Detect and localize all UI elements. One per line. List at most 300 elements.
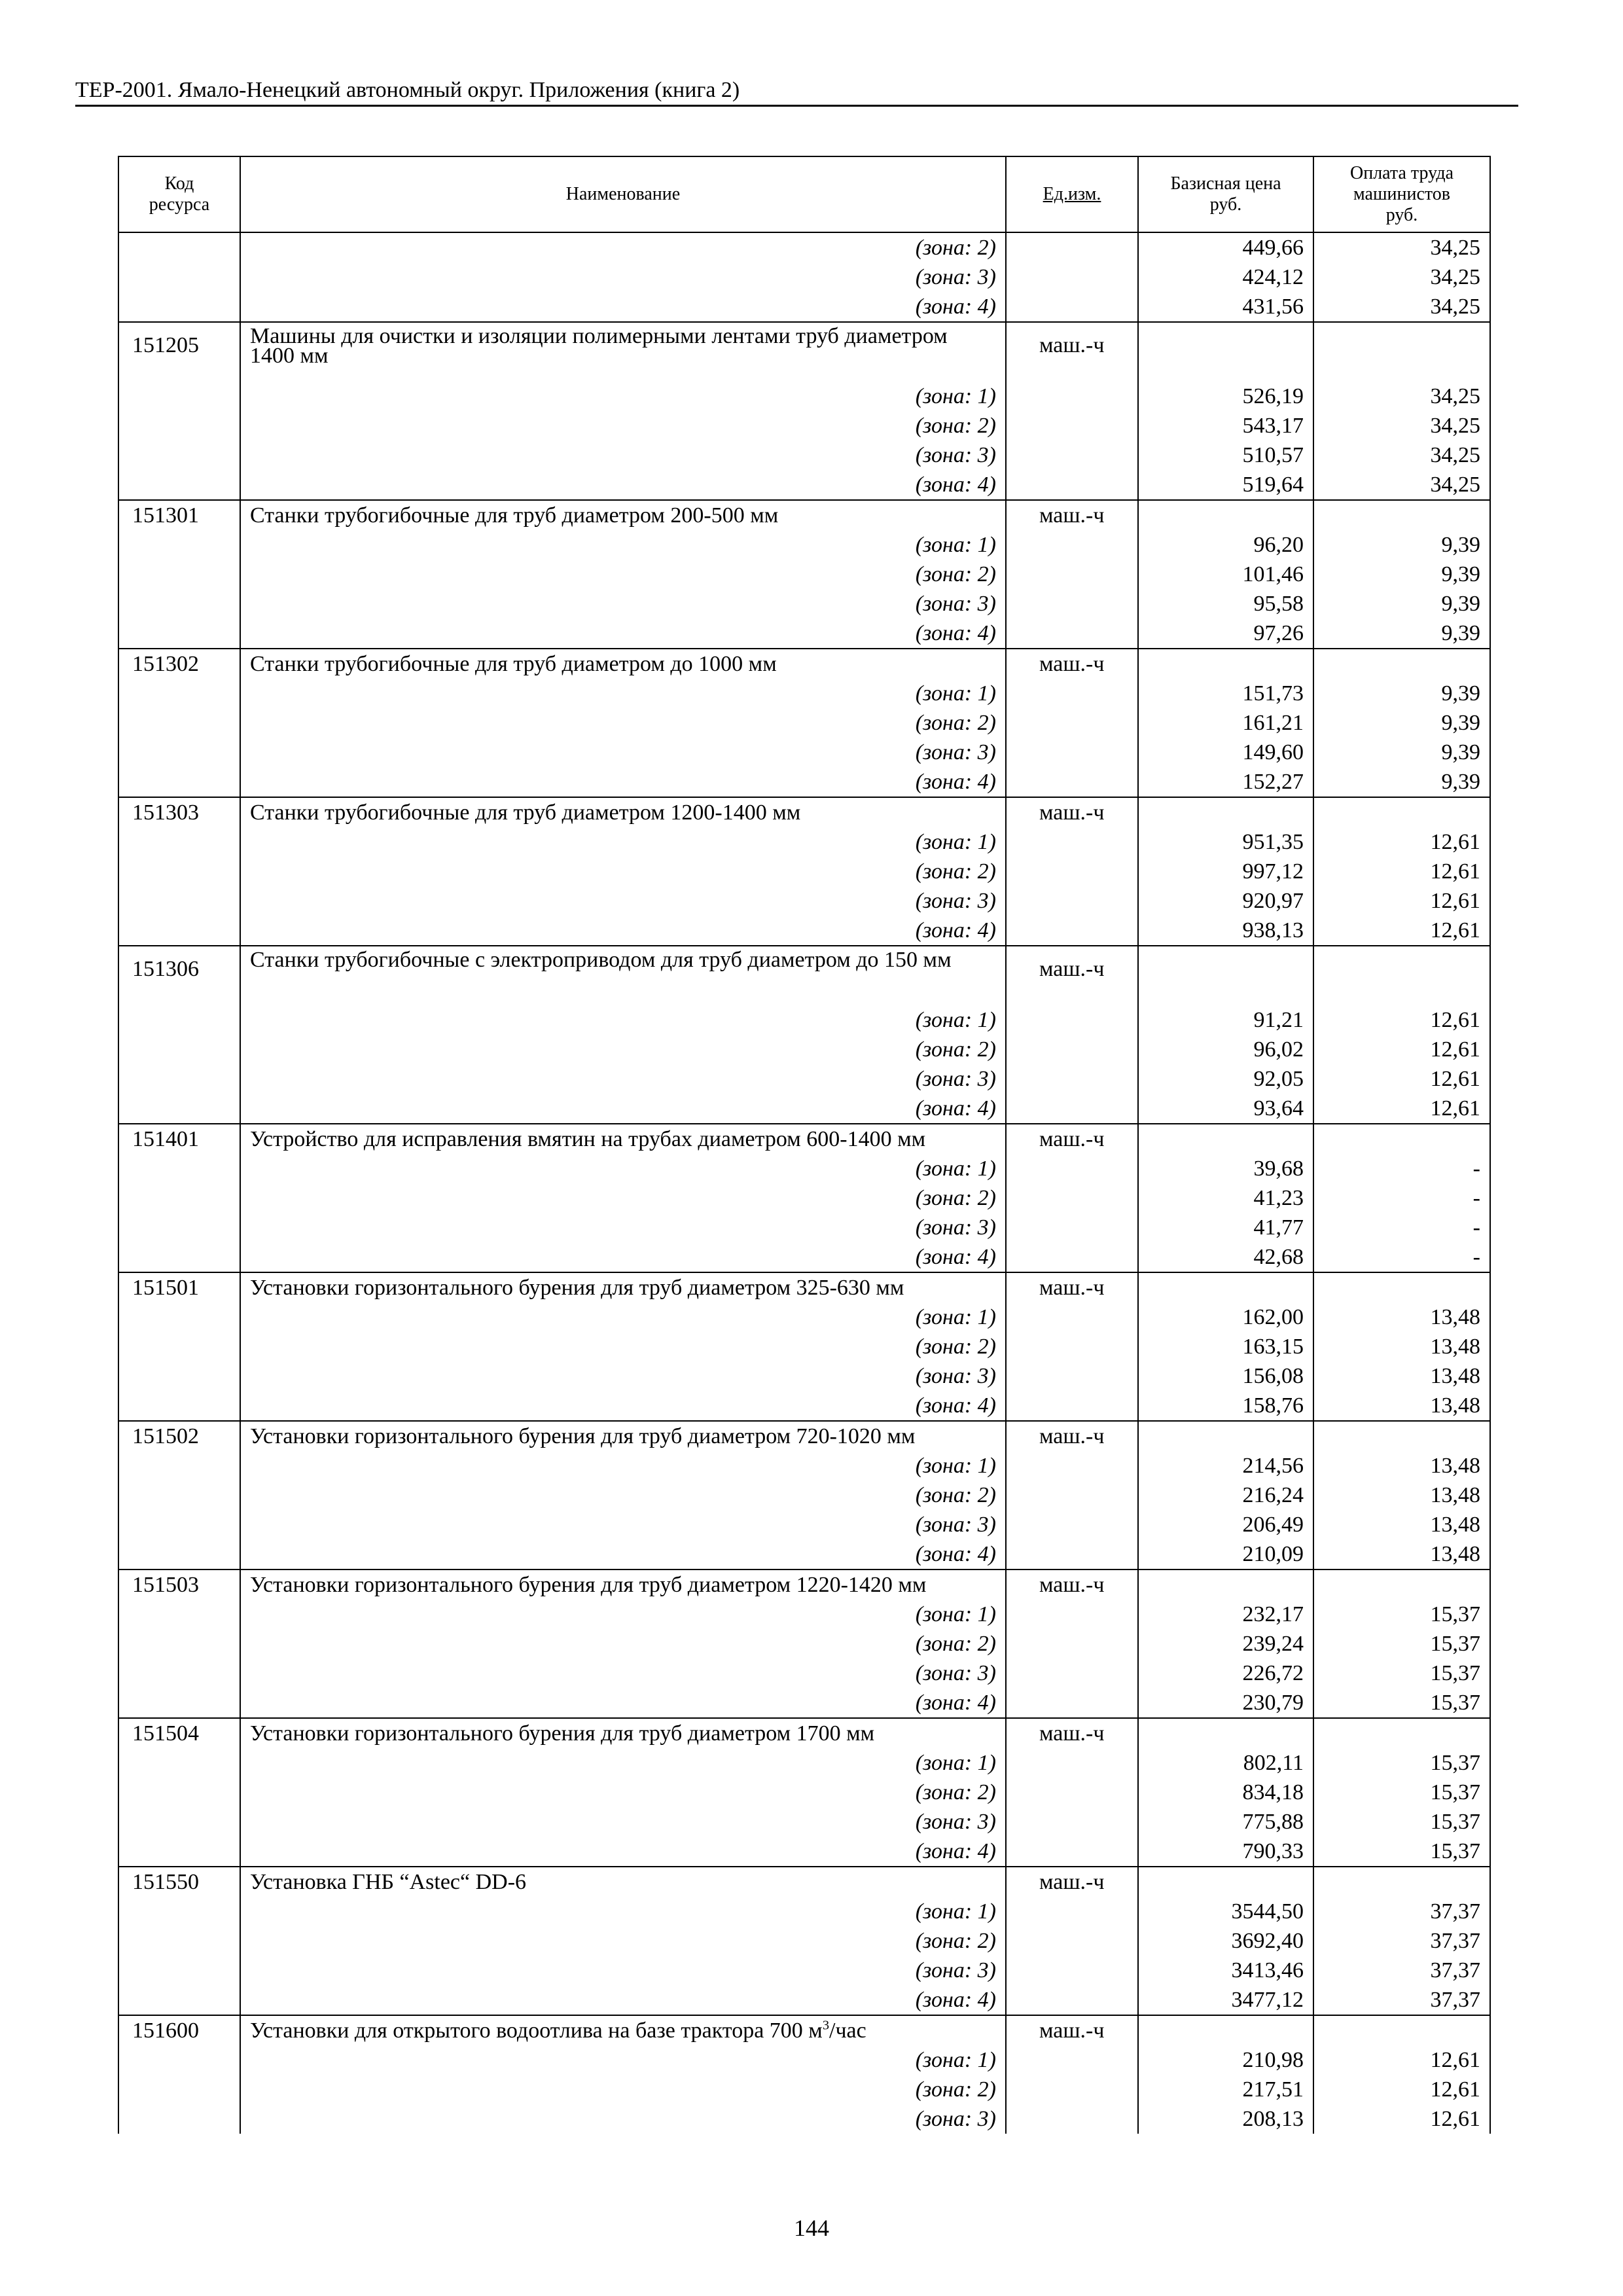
zone-row	[118, 470, 1490, 500]
pay-cell: 9,39	[1313, 679, 1490, 708]
zone-row	[118, 827, 1490, 857]
resource-code	[118, 1064, 240, 1094]
zone-row	[118, 1183, 1490, 1213]
resource-unit	[1006, 1064, 1138, 1094]
resource-unit	[1006, 232, 1138, 262]
price-cell: 39,68	[1138, 1154, 1313, 1183]
price-cell: 158,76	[1138, 1391, 1313, 1421]
price-cell: 790,33	[1138, 1837, 1313, 1867]
zone-label: (зона: 3)	[240, 1807, 1006, 1837]
price-cell: 95,58	[1138, 589, 1313, 619]
price-cell: 156,08	[1138, 1361, 1313, 1391]
zone-label: (зона: 4)	[240, 1688, 1006, 1718]
zone-label: (зона: 2)	[240, 1332, 1006, 1361]
pay-cell: 9,39	[1313, 738, 1490, 767]
resource-code	[118, 708, 240, 738]
price-cell: 997,12	[1138, 857, 1313, 886]
resource-unit	[1006, 530, 1138, 560]
zone-row	[118, 1688, 1490, 1718]
resource-name: Станки трубогибочные для труб диаметром 1200-1400 мм	[240, 797, 1006, 827]
resource-unit	[1006, 1361, 1138, 1391]
zone-label: (зона: 4)	[240, 1985, 1006, 2015]
resource-unit	[1006, 827, 1138, 857]
price-cell: 526,19	[1138, 382, 1313, 411]
price-cell: 162,00	[1138, 1302, 1313, 1332]
zone-label: (зона: 1)	[240, 1748, 1006, 1778]
resource-row	[118, 500, 1490, 530]
zone-row	[118, 1242, 1490, 1272]
pay-cell: 37,37	[1313, 1897, 1490, 1926]
resource-code: 151501	[118, 1272, 240, 1302]
resource-unit	[1006, 262, 1138, 292]
resource-code	[118, 1600, 240, 1629]
resource-unit	[1006, 411, 1138, 440]
pay-cell: -	[1313, 1183, 1490, 1213]
price-cell: 951,35	[1138, 827, 1313, 857]
resource-unit	[1006, 1539, 1138, 1570]
zone-row	[118, 1629, 1490, 1659]
zone-row	[118, 1778, 1490, 1807]
zone-row	[118, 1837, 1490, 1867]
price-cell: 3477,12	[1138, 1985, 1313, 2015]
price-cell	[1138, 500, 1313, 530]
zone-row	[118, 440, 1490, 470]
zone-row	[118, 619, 1490, 649]
resource-code: 151502	[118, 1421, 240, 1451]
price-cell: 152,27	[1138, 767, 1313, 797]
resource-code	[118, 1361, 240, 1391]
zone-row	[118, 560, 1490, 589]
zone-label: (зона: 2)	[240, 708, 1006, 738]
pay-cell: 15,37	[1313, 1688, 1490, 1718]
resource-row	[118, 1570, 1490, 1600]
resource-unit	[1006, 1332, 1138, 1361]
price-cell: 920,97	[1138, 886, 1313, 916]
zone-label: (зона: 3)	[240, 1510, 1006, 1539]
zone-label: (зона: 4)	[240, 767, 1006, 797]
resource-unit: маш.-ч	[1006, 2015, 1138, 2045]
resource-row	[118, 322, 1490, 382]
resource-code: 151550	[118, 1867, 240, 1897]
page-number: 144	[794, 2215, 829, 2241]
resource-code	[118, 1332, 240, 1361]
zone-row	[118, 916, 1490, 946]
resource-unit	[1006, 1005, 1138, 1035]
price-cell: 230,79	[1138, 1688, 1313, 1718]
zone-row	[118, 1510, 1490, 1539]
price-cell: 3413,46	[1138, 1956, 1313, 1985]
resource-unit	[1006, 857, 1138, 886]
resource-unit	[1006, 1926, 1138, 1956]
zone-row	[118, 2075, 1490, 2104]
price-cell: 226,72	[1138, 1659, 1313, 1688]
resource-unit	[1006, 619, 1138, 649]
zone-label: (зона: 2)	[240, 1629, 1006, 1659]
resource-code: 151600	[118, 2015, 240, 2045]
resource-unit	[1006, 292, 1138, 322]
zone-row	[118, 1985, 1490, 2015]
zone-label: (зона: 3)	[240, 2104, 1006, 2134]
zone-row	[118, 1391, 1490, 1421]
resource-unit	[1006, 1035, 1138, 1064]
resource-unit	[1006, 470, 1138, 500]
resource-unit	[1006, 1600, 1138, 1629]
pay-cell: 12,61	[1313, 2045, 1490, 2075]
zone-row	[118, 738, 1490, 767]
resource-code: 151303	[118, 797, 240, 827]
zone-label: (зона: 1)	[240, 1897, 1006, 1926]
pay-cell: 34,25	[1313, 382, 1490, 411]
resource-code	[118, 1302, 240, 1332]
zone-label: (зона: 2)	[240, 1778, 1006, 1807]
resource-code	[118, 619, 240, 649]
resource-code: 151401	[118, 1124, 240, 1154]
pay-cell: 12,61	[1313, 916, 1490, 946]
zone-row	[118, 1154, 1490, 1183]
resource-code	[118, 1688, 240, 1718]
resource-code	[118, 589, 240, 619]
price-cell: 210,09	[1138, 1539, 1313, 1570]
price-cell: 424,12	[1138, 262, 1313, 292]
price-cell	[1138, 1570, 1313, 1600]
resource-code	[118, 530, 240, 560]
zone-row	[118, 1302, 1490, 1332]
resource-unit	[1006, 1688, 1138, 1718]
resource-name: Устройство для исправления вмятин на трубах диаметром 600-1400 мм	[240, 1124, 1006, 1154]
resource-name: Установки горизонтального бурения для труб диаметром 325-630 мм	[240, 1272, 1006, 1302]
resource-unit	[1006, 1242, 1138, 1272]
resource-price-table	[118, 156, 1491, 2134]
column-header-name: Наименование	[240, 156, 1006, 232]
pay-cell	[1313, 1124, 1490, 1154]
pay-cell: 13,48	[1313, 1332, 1490, 1361]
resource-code	[118, 1837, 240, 1867]
resource-code	[118, 1897, 240, 1926]
resource-unit	[1006, 2045, 1138, 2075]
pay-cell: 34,25	[1313, 440, 1490, 470]
zone-row	[118, 2104, 1490, 2134]
price-cell: 232,17	[1138, 1600, 1313, 1629]
resource-code: 151302	[118, 649, 240, 679]
price-cell	[1138, 1718, 1313, 1748]
resource-unit	[1006, 1094, 1138, 1124]
resource-unit	[1006, 1748, 1138, 1778]
column-header-price: Базисная цена руб.	[1138, 156, 1313, 232]
resource-unit	[1006, 2104, 1138, 2134]
resource-unit	[1006, 1629, 1138, 1659]
price-cell: 431,56	[1138, 292, 1313, 322]
zone-label: (зона: 1)	[240, 1451, 1006, 1480]
resource-code	[118, 440, 240, 470]
pay-cell: -	[1313, 1154, 1490, 1183]
resource-unit	[1006, 560, 1138, 589]
zone-label: (зона: 3)	[240, 886, 1006, 916]
zone-row	[118, 292, 1490, 322]
resource-code	[118, 2104, 240, 2134]
pay-cell	[1313, 2015, 1490, 2045]
pay-cell: 13,48	[1313, 1510, 1490, 1539]
resource-unit: маш.-ч	[1006, 1867, 1138, 1897]
zone-row	[118, 1807, 1490, 1837]
resource-code	[118, 1539, 240, 1570]
pay-cell: 12,61	[1313, 857, 1490, 886]
zone-row	[118, 1361, 1490, 1391]
resource-unit: маш.-ч	[1006, 322, 1138, 382]
pay-cell: 15,37	[1313, 1778, 1490, 1807]
resource-unit: маш.-ч	[1006, 1124, 1138, 1154]
zone-row	[118, 232, 1490, 262]
price-cell: 216,24	[1138, 1480, 1313, 1510]
price-cell	[1138, 1421, 1313, 1451]
zone-row	[118, 262, 1490, 292]
zone-label: (зона: 3)	[240, 440, 1006, 470]
table-body	[118, 232, 1490, 2134]
resource-unit: маш.-ч	[1006, 1421, 1138, 1451]
pay-cell: 9,39	[1313, 619, 1490, 649]
resource-code	[118, 1659, 240, 1688]
column-header-pay: Оплата труда машинистов руб.	[1313, 156, 1490, 232]
pay-cell: 15,37	[1313, 1659, 1490, 1688]
zone-label: (зона: 2)	[240, 232, 1006, 262]
resource-name: Установки горизонтального бурения для труб диаметром 720-1020 мм	[240, 1421, 1006, 1451]
resource-code	[118, 767, 240, 797]
pay-cell: 37,37	[1313, 1985, 1490, 2015]
price-cell: 96,02	[1138, 1035, 1313, 1064]
pay-cell	[1313, 797, 1490, 827]
pay-cell	[1313, 1867, 1490, 1897]
pay-cell: 12,61	[1313, 2075, 1490, 2104]
resource-unit	[1006, 1451, 1138, 1480]
price-cell: 449,66	[1138, 232, 1313, 262]
pay-cell: 37,37	[1313, 1926, 1490, 1956]
zone-row	[118, 1094, 1490, 1124]
price-cell: 208,13	[1138, 2104, 1313, 2134]
zone-label: (зона: 4)	[240, 292, 1006, 322]
zone-row	[118, 1451, 1490, 1480]
pay-cell: 9,39	[1313, 589, 1490, 619]
pay-cell	[1313, 1272, 1490, 1302]
resource-unit	[1006, 1807, 1138, 1837]
pay-cell	[1313, 1570, 1490, 1600]
resource-unit: маш.-ч	[1006, 797, 1138, 827]
resource-code	[118, 1035, 240, 1064]
price-cell: 42,68	[1138, 1242, 1313, 1272]
zone-label: (зона: 3)	[240, 262, 1006, 292]
zone-row	[118, 411, 1490, 440]
pay-cell: 34,25	[1313, 470, 1490, 500]
resource-code	[118, 1154, 240, 1183]
pay-cell: 13,48	[1313, 1361, 1490, 1391]
zone-row	[118, 589, 1490, 619]
resource-code	[118, 292, 240, 322]
zone-label: (зона: 3)	[240, 1064, 1006, 1094]
zone-label: (зона: 4)	[240, 470, 1006, 500]
price-cell: 41,23	[1138, 1183, 1313, 1213]
resource-code	[118, 886, 240, 916]
zone-label: (зона: 2)	[240, 1035, 1006, 1064]
price-cell	[1138, 1867, 1313, 1897]
resource-code	[118, 2075, 240, 2104]
price-cell: 92,05	[1138, 1064, 1313, 1094]
resource-code	[118, 1985, 240, 2015]
resource-name: Установки горизонтального бурения для труб диаметром 1700 мм	[240, 1718, 1006, 1748]
zone-label: (зона: 3)	[240, 1213, 1006, 1242]
zone-row	[118, 679, 1490, 708]
zone-label: (зона: 2)	[240, 857, 1006, 886]
pay-cell: 12,61	[1313, 1005, 1490, 1035]
pay-cell: 13,48	[1313, 1480, 1490, 1510]
zone-row	[118, 1480, 1490, 1510]
zone-row	[118, 1659, 1490, 1688]
resource-row	[118, 1421, 1490, 1451]
resource-code	[118, 1183, 240, 1213]
price-cell: 97,26	[1138, 619, 1313, 649]
price-cell: 163,15	[1138, 1332, 1313, 1361]
resource-row	[118, 2015, 1490, 2045]
resource-code	[118, 1005, 240, 1035]
zone-row	[118, 886, 1490, 916]
pay-cell: 15,37	[1313, 1629, 1490, 1659]
price-cell	[1138, 2015, 1313, 2045]
resource-code	[118, 1748, 240, 1778]
page-header: ТЕР-2001. Ямало-Ненецкий автономный округ. Приложения (книга 2)	[75, 77, 1518, 107]
price-cell	[1138, 1272, 1313, 1302]
pay-cell	[1313, 500, 1490, 530]
zone-row	[118, 1956, 1490, 1985]
price-cell: 834,18	[1138, 1778, 1313, 1807]
price-cell	[1138, 797, 1313, 827]
zone-label: (зона: 4)	[240, 1391, 1006, 1421]
price-cell	[1138, 322, 1313, 382]
zone-row	[118, 767, 1490, 797]
zone-label: (зона: 4)	[240, 1242, 1006, 1272]
pay-cell: 9,39	[1313, 708, 1490, 738]
price-cell: 91,21	[1138, 1005, 1313, 1035]
resource-unit: маш.-ч	[1006, 1570, 1138, 1600]
resource-row	[118, 946, 1490, 1005]
price-cell: 543,17	[1138, 411, 1313, 440]
resource-unit: маш.-ч	[1006, 649, 1138, 679]
pay-cell: 9,39	[1313, 767, 1490, 797]
resource-unit	[1006, 382, 1138, 411]
zone-row	[118, 530, 1490, 560]
pay-cell	[1313, 946, 1490, 1005]
resource-code	[118, 679, 240, 708]
price-cell: 938,13	[1138, 916, 1313, 946]
resource-code	[118, 827, 240, 857]
resource-code	[118, 232, 240, 262]
resource-unit	[1006, 1778, 1138, 1807]
resource-unit	[1006, 767, 1138, 797]
zone-row	[118, 1064, 1490, 1094]
resource-unit	[1006, 440, 1138, 470]
resource-code	[118, 1807, 240, 1837]
zone-label: (зона: 4)	[240, 1539, 1006, 1570]
zone-label: (зона: 1)	[240, 530, 1006, 560]
resource-name: Машины для очистки и изоляции полимерными лентами труб диаметром 1400 мм	[240, 322, 1006, 382]
resource-code	[118, 382, 240, 411]
zone-label: (зона: 3)	[240, 1956, 1006, 1985]
zone-label: (зона: 2)	[240, 560, 1006, 589]
zone-row	[118, 857, 1490, 886]
resource-unit	[1006, 679, 1138, 708]
resource-code	[118, 1213, 240, 1242]
zone-row	[118, 382, 1490, 411]
resource-unit	[1006, 1985, 1138, 2015]
resource-unit: маш.-ч	[1006, 946, 1138, 1005]
resource-code	[118, 1926, 240, 1956]
table-header-row	[118, 156, 1490, 232]
resource-code	[118, 738, 240, 767]
price-cell	[1138, 649, 1313, 679]
zone-label: (зона: 4)	[240, 619, 1006, 649]
zone-label: (зона: 4)	[240, 916, 1006, 946]
resource-code	[118, 916, 240, 946]
price-cell: 101,46	[1138, 560, 1313, 589]
zone-row	[118, 1897, 1490, 1926]
pay-cell	[1313, 1718, 1490, 1748]
pay-cell: 9,39	[1313, 560, 1490, 589]
price-cell	[1138, 946, 1313, 1005]
zone-row	[118, 1748, 1490, 1778]
zone-row	[118, 708, 1490, 738]
column-header-unit: Ед.изм.	[1006, 156, 1138, 232]
price-cell: 96,20	[1138, 530, 1313, 560]
resource-unit	[1006, 916, 1138, 946]
price-cell: 519,64	[1138, 470, 1313, 500]
price-cell	[1138, 1124, 1313, 1154]
resource-code	[118, 1778, 240, 1807]
pay-cell: 13,48	[1313, 1391, 1490, 1421]
resource-unit	[1006, 1897, 1138, 1926]
zone-label: (зона: 1)	[240, 827, 1006, 857]
pay-cell: 15,37	[1313, 1837, 1490, 1867]
resource-code: 151503	[118, 1570, 240, 1600]
pay-cell: 12,61	[1313, 1064, 1490, 1094]
resource-unit	[1006, 886, 1138, 916]
resource-unit	[1006, 1213, 1138, 1242]
zone-label: (зона: 1)	[240, 2045, 1006, 2075]
price-cell: 3544,50	[1138, 1897, 1313, 1926]
price-cell: 214,56	[1138, 1451, 1313, 1480]
zone-label: (зона: 3)	[240, 1659, 1006, 1688]
zone-label: (зона: 1)	[240, 1154, 1006, 1183]
zone-label: (зона: 1)	[240, 1600, 1006, 1629]
resource-unit	[1006, 1302, 1138, 1332]
resource-code	[118, 411, 240, 440]
price-cell: 149,60	[1138, 738, 1313, 767]
zone-label: (зона: 3)	[240, 738, 1006, 767]
resource-row	[118, 1867, 1490, 1897]
zone-label: (зона: 3)	[240, 1361, 1006, 1391]
resource-code	[118, 857, 240, 886]
zone-label: (зона: 2)	[240, 1926, 1006, 1956]
resource-code	[118, 1480, 240, 1510]
zone-label: (зона: 1)	[240, 1005, 1006, 1035]
resource-name: Установки горизонтального бурения для труб диаметром 1220-1420 мм	[240, 1570, 1006, 1600]
resource-code: 151301	[118, 500, 240, 530]
zone-row	[118, 1213, 1490, 1242]
resource-code: 151504	[118, 1718, 240, 1748]
resource-row	[118, 1124, 1490, 1154]
pay-cell: 12,61	[1313, 886, 1490, 916]
zone-label: (зона: 3)	[240, 589, 1006, 619]
resource-unit	[1006, 1391, 1138, 1421]
resource-row	[118, 1718, 1490, 1748]
pay-cell: 13,48	[1313, 1451, 1490, 1480]
price-cell: 161,21	[1138, 708, 1313, 738]
pay-cell	[1313, 322, 1490, 382]
